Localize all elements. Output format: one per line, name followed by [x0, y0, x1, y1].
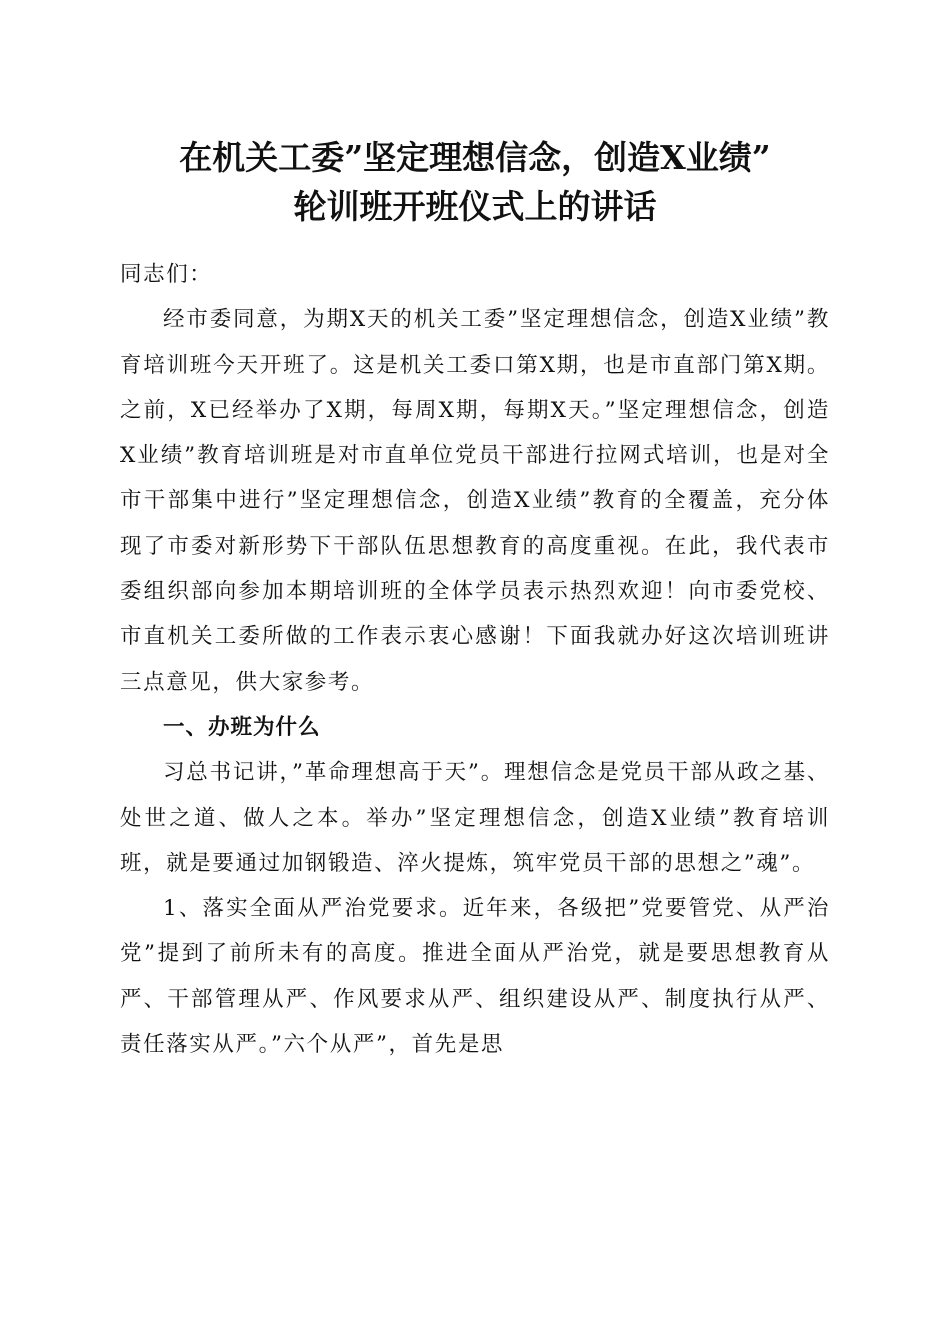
paragraph-point-1: 1、落实全面从严治党要求。近年来，各级把”党要管党、从严治党”提到了前所未有的高度。推进全面从严治党，就是要思想教育从严、干部管理从严、作风要求从严、组织建设从严、制度执行从严、责任落实从严。”六个从严”，首先是思: [120, 896, 830, 1058]
document-title-line-1: 在机关工委”坚定理想信念，创造X业绩”: [179, 138, 771, 177]
salutation: 同志们：: [120, 262, 213, 287]
section-heading-1: 一、办班为什么: [163, 714, 321, 740]
document-title-line-2: 轮训班开班仪式上的讲话: [293, 187, 657, 226]
paragraph-opening: 经市委同意，为期X天的机关工委”坚定理想信念，创造X业绩”教育培训班今天开班了。这是机关工委口第X期，也是市直部门第X期。之前，X已经举办了X期，每周X期，每期X天。”坚定理想信念，创造X业绩”教育培训班是对市直单位党员干部进行拉网式培训，也是对全市干部集中进行”坚定理想信念，创造X业绩”教育的全覆盖，充分体现了市委对新形势下干部队伍思想教育的高度重视。在此，我代表市委组织部向参加本期培训班的全体学员表示热烈欢迎！向市委党校、市直机关工委所做的工作表示衷心感谢！下面我就办好这次培训班讲三点意见，供大家参考。: [120, 307, 830, 695]
document-body: [120, 252, 830, 1067]
paragraph-section-1-intro: 习总书记讲，”革命理想高于天”。理想信念是党员干部从政之基、处世之道、做人之本。举办”坚定理想信念，创造X业绩”教育培训班，就是要通过加钢锻造、淬火提炼，筑牢党员干部的思想之”魂”。: [120, 760, 830, 876]
